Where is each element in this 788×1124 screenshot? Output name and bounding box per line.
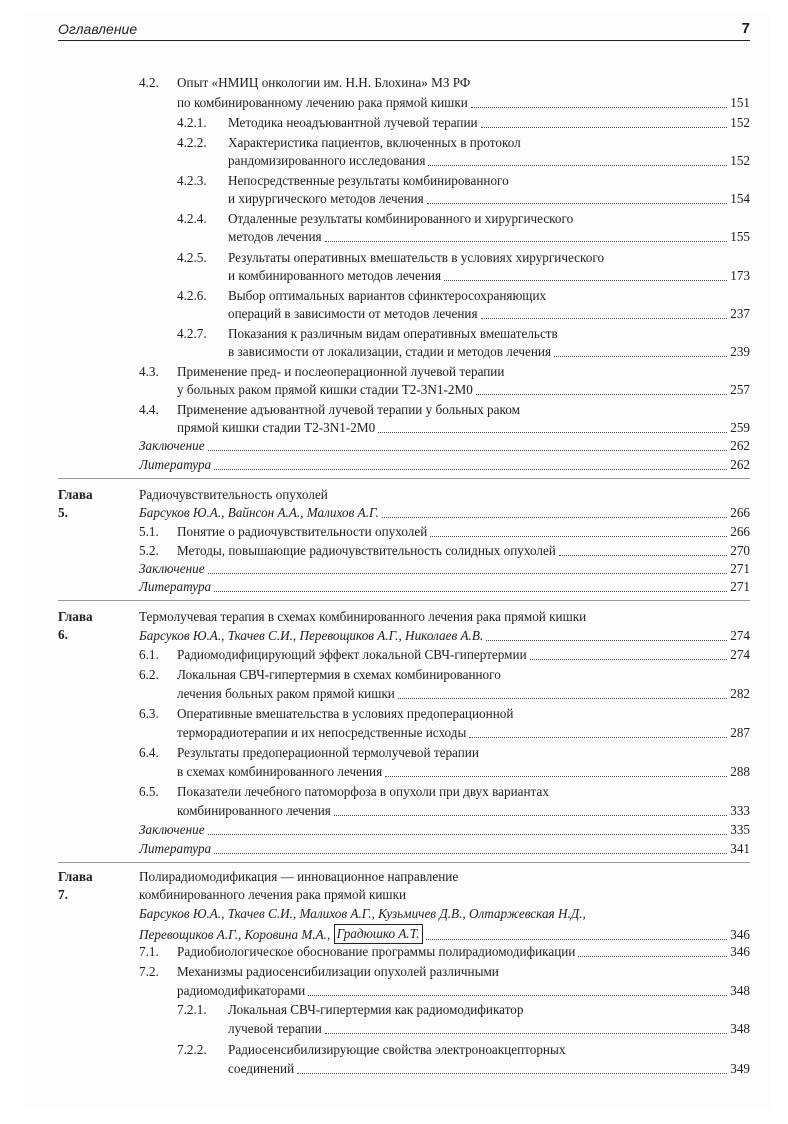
section-number: 4.4. [139, 402, 159, 417]
page-number: 282 [730, 686, 750, 701]
section-number: 7.2.2. [177, 1042, 207, 1057]
chapter-divider [58, 478, 750, 479]
page-number: 152 [730, 153, 750, 168]
leader-dots [382, 517, 727, 518]
entry-title-line2: комбинированного лечения [177, 803, 331, 818]
leader-dots [208, 834, 728, 835]
page-number: 348 [730, 983, 750, 998]
section-number: 4.2.2. [177, 135, 207, 150]
section-number: 5.2. [139, 543, 159, 558]
entry-title-line1: Локальная СВЧ-гипертермия как радиомодификатор [228, 1002, 524, 1017]
section-number: 6.5. [139, 784, 159, 799]
entry-title-line2: операций в зависимости от методов лечения [228, 306, 478, 321]
page-number: 274 [730, 628, 750, 643]
leader-dots [486, 640, 727, 641]
chapter-label: Глава 5. [58, 487, 93, 520]
page-number: 155 [730, 229, 750, 244]
page-number: 346 [730, 927, 750, 942]
leader-dots [426, 939, 728, 940]
header-title: Оглавление [58, 21, 138, 37]
page-number: 333 [730, 803, 750, 818]
page-number: 266 [730, 524, 750, 539]
section-number: 4.2. [139, 75, 159, 90]
highlighted-author: Градюшко А.Т. [334, 924, 423, 944]
entry-title-line1: Методы, повышающие радиочувствительность солидных опухолей [177, 543, 556, 558]
section-number: 6.3. [139, 706, 159, 721]
section-number: 4.2.5. [177, 250, 207, 265]
entry-title-line2: и хирургического методов лечения [228, 191, 424, 206]
entry-title-line2: у больных раком прямой кишки стадии Т2-3N1-2М0 [177, 382, 473, 397]
chapter-title-line1: Полирадиомодификация — инновационное направление [139, 869, 459, 884]
page-number: 257 [730, 382, 750, 397]
section-number: 4.2.1. [177, 115, 207, 130]
leader-dots [559, 555, 727, 556]
entry-title-line2: терморадиотерапии и их непосредственные исходы [177, 725, 467, 740]
entry-title-line1: Применение адъювантной лучевой терапии у больных раком [177, 402, 520, 417]
chapter-title-line2: комбинированного лечения рака прямой кишки [139, 887, 407, 902]
leader-dots [427, 203, 728, 204]
page-number: 349 [730, 1061, 750, 1076]
chapter-authors-line1: Барсуков Ю.А., Ткачев С.И., Малихов А.Г., Кузьмичев Д.В., Олтаржевская Н.Д., [139, 906, 586, 921]
header-page-number: 7 [741, 20, 750, 37]
chapter-authors-line2: Перевощиков А.Г., Коровина М.А., [139, 927, 331, 942]
chapter-divider [58, 862, 750, 863]
leader-dots [325, 1033, 727, 1034]
page-number: 154 [730, 191, 750, 206]
section-number: 5.1. [139, 524, 159, 539]
entry-title-line2: в схемах комбинированного лечения [177, 764, 383, 779]
page-number: 274 [730, 647, 750, 662]
entry-title-line2: по комбинированному лечению рака прямой кишки [177, 95, 468, 110]
chapter-authors: Барсуков Ю.А., Вайнсон А.А., Малихов А.Г. [139, 505, 379, 520]
entry-title-line2: лучевой терапии [228, 1021, 322, 1036]
section-number: 7.2.1. [177, 1002, 207, 1017]
leader-dots [297, 1073, 727, 1074]
page-number: 288 [730, 764, 750, 779]
entry-title-line1: Характеристика пациентов, включенных в протокол [228, 135, 521, 150]
chapter-label: Глава 7. [58, 869, 93, 902]
section-number: 7.1. [139, 944, 159, 959]
entry-title-line2: методов лечения [228, 229, 322, 244]
entry-title-line2: прямой кишки стадии Т2-3N1-2М0 [177, 420, 376, 435]
entry-title-line1: Результаты предоперационной термолучевой терапии [177, 745, 479, 760]
entry-title-line1: Показания к различным видам оперативных вмешательств [228, 326, 558, 341]
leader-dots [428, 165, 727, 166]
entry-title-line1: Радиомодифицирующий эффект локальной СВЧ-гипертермии [177, 647, 527, 662]
section-number: 4.2.6. [177, 288, 207, 303]
page-number: 271 [730, 561, 750, 576]
page-number: 335 [730, 822, 750, 837]
entry-title-line2: в зависимости от локализации, стадии и методов лечения [228, 344, 552, 359]
leader-dots [430, 536, 727, 537]
entry-title-line1: Понятие о радиочувствительности опухолей [177, 524, 428, 539]
leader-dots [444, 280, 727, 281]
page-number: 262 [730, 457, 750, 472]
page-number: 237 [730, 306, 750, 321]
entry-title: Литература [139, 457, 212, 472]
entry-title-line1: Показатели лечебного патоморфоза в опухоли при двух вариантах [177, 784, 549, 799]
page-number: 152 [730, 115, 750, 130]
page-number: 346 [730, 944, 750, 959]
entry-title-line2: и комбинированного методов лечения [228, 268, 442, 283]
entry-title-line1: Непосредственные результаты комбинированного [228, 173, 509, 188]
leader-dots [578, 956, 727, 957]
leader-dots [481, 318, 728, 319]
chapter-title: Термолучевая терапия в схемах комбинированного лечения рака прямой кишки [139, 609, 587, 624]
page-number: 262 [730, 438, 750, 453]
section-number: 7.2. [139, 964, 159, 979]
leader-dots [208, 450, 728, 451]
section-number: 4.2.3. [177, 173, 207, 188]
leader-dots [469, 737, 727, 738]
leader-dots [214, 853, 727, 854]
page-number: 271 [730, 579, 750, 594]
entry-title-line1: Механизмы радиосенсибилизации опухолей различными [177, 964, 499, 979]
leader-dots [214, 469, 727, 470]
page-number: 341 [730, 841, 750, 856]
entry-title-line2: радиомодификаторами [177, 983, 306, 998]
entry-title-line1: Опыт «НМИЦ онкологии им. Н.Н. Блохина» МЗ РФ [177, 75, 471, 90]
entry-title-line2: соединений [228, 1061, 295, 1076]
entry-title-line1: Выбор оптимальных вариантов сфинктеросохраняющих [228, 288, 547, 303]
leader-dots [554, 356, 727, 357]
entry-title: Заключение [139, 438, 205, 453]
page-number: 239 [730, 344, 750, 359]
page-number: 266 [730, 505, 750, 520]
entry-title: Заключение [139, 822, 205, 837]
leader-dots [476, 394, 727, 395]
page-number: 151 [730, 95, 750, 110]
leader-dots [385, 776, 727, 777]
leader-dots [471, 107, 727, 108]
leader-dots [308, 995, 727, 996]
chapter-authors: Барсуков Ю.А., Ткачев С.И., Перевощиков А.Г., Николаев А.В. [139, 628, 484, 643]
section-number: 6.4. [139, 745, 159, 760]
leader-dots [214, 591, 727, 592]
entry-title: Литература [139, 841, 212, 856]
section-number: 4.2.7. [177, 326, 207, 341]
page-number: 173 [730, 268, 750, 283]
section-number: 6.2. [139, 667, 159, 682]
entry-title: Заключение [139, 561, 205, 576]
entry-title-line1: Результаты оперативных вмешательств в условиях хирургического [228, 250, 605, 265]
entry-title-line1: Методика неоадъювантной лучевой терапии [228, 115, 478, 130]
page-number: 348 [730, 1021, 750, 1036]
section-number: 6.1. [139, 647, 159, 662]
page-number: 287 [730, 725, 750, 740]
entry-title-line1: Радиосенсибилизирующие свойства электроноакцепторных [228, 1042, 566, 1057]
entry-title-line1: Локальная СВЧ-гипертермия в схемах комбинированного [177, 667, 501, 682]
entry-title-line2: рандомизированного исследования [228, 153, 426, 168]
entry-title-line1: Отдаленные результаты комбинированного и хирургического [228, 211, 574, 226]
entry-title-line1: Применение пред- и послеоперационной лучевой терапии [177, 364, 505, 379]
leader-dots [208, 573, 728, 574]
leader-dots [530, 659, 728, 660]
entry-title: Литература [139, 579, 212, 594]
chapter-title: Радиочувствительность опухолей [139, 487, 328, 502]
entry-title-line1: Оперативные вмешательства в условиях предоперационной [177, 706, 514, 721]
leader-dots [398, 698, 727, 699]
leader-dots [325, 241, 728, 242]
page-number: 259 [730, 420, 750, 435]
chapter-label: Глава 6. [58, 609, 93, 642]
chapter-divider [58, 600, 750, 601]
leader-dots [481, 127, 728, 128]
leader-dots [334, 815, 727, 816]
section-number: 4.3. [139, 364, 159, 379]
leader-dots [378, 432, 727, 433]
entry-title-line2: лечения больных раком прямой кишки [177, 686, 395, 701]
section-number: 4.2.4. [177, 211, 207, 226]
entry-title-line1: Радиобиологическое обоснование программы полирадиомодификации [177, 944, 576, 959]
page-number: 270 [730, 543, 750, 558]
